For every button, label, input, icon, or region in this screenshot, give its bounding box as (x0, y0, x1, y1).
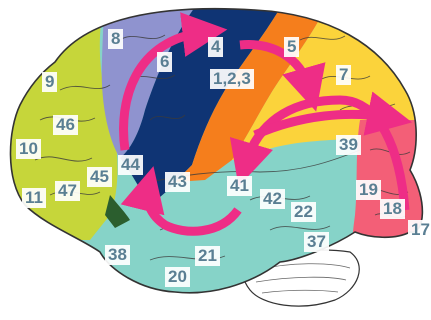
area-label: 4 (208, 37, 223, 57)
area-label: 19 (356, 180, 381, 200)
area-label: 17 (408, 220, 431, 240)
area-label: 8 (108, 29, 123, 49)
area-label: 6 (157, 52, 172, 72)
area-label: 20 (165, 267, 190, 287)
area-label: 1,2,3 (210, 69, 254, 89)
area-label: 5 (284, 37, 299, 57)
area-label: 43 (165, 172, 190, 192)
area-label: 42 (260, 189, 285, 209)
area-label: 38 (105, 245, 130, 265)
area-label: 18 (380, 199, 405, 219)
area-label: 46 (53, 115, 78, 135)
area-label: 44 (118, 155, 143, 175)
area-label: 10 (16, 139, 41, 159)
area-label: 41 (227, 176, 252, 196)
area-label: 47 (55, 181, 80, 201)
area-label: 22 (291, 202, 316, 222)
area-label: 7 (336, 65, 351, 85)
area-label: 39 (336, 135, 361, 155)
area-label: 45 (87, 167, 112, 187)
area-label: 21 (195, 246, 220, 266)
area-label: 37 (304, 232, 329, 252)
area-label: 9 (42, 72, 57, 92)
area-label: 11 (22, 188, 46, 208)
